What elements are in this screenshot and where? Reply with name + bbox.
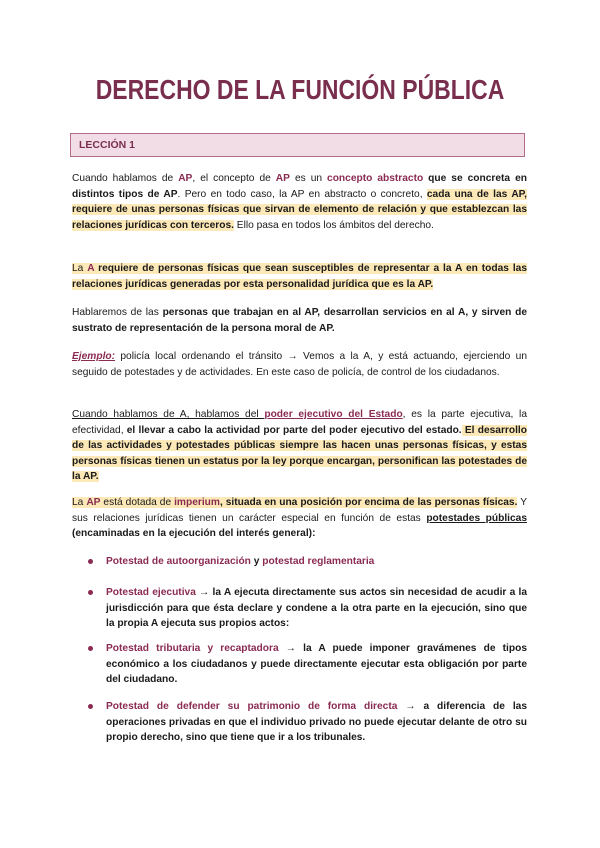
page-title: DERECHO DE LA FUNCIÓN PÚBLICA <box>95 74 505 105</box>
list-item: Potestad ejecutiva → la A ejecuta directamente sus actos sin necesidad de acudir a la jurisdicción para que ésta declare y condene a la otra parte en la ejecución, sino que la propia A ejecuta sus propios actos: <box>90 585 527 632</box>
paragraph-3: Hablaremos de las personas que trabajan en al AP, desarrollan servicios en al A, y sirven de sustrato de representación de la persona moral de AP. <box>72 307 527 334</box>
bullet-icon <box>88 704 93 709</box>
list-item: Potestad de defender su patrimonio de forma directa → a diferencia de las operaciones privadas en que el individuo privado no puede ejecutar delante de otro su propio derecho, sino que tiene que ir a los tribunales. <box>90 699 527 746</box>
list-item: Potestad de autoorganización y potestad reglamentaria <box>90 554 527 570</box>
paragraph-2: La A requiere de personas físicas que sean susceptibles de representar a la A en todas las relaciones jurídicas generadas por esta personalidad jurídica que es la AP. <box>72 263 527 290</box>
bullet-icon <box>88 590 93 595</box>
paragraph-1: Cuando hablamos de AP, el concepto de AP es un concepto abstracto que se concreta en distintos tipos de AP. Pero en todo caso, la AP en abstracto o concreto, cada una de las AP, requiere de unas personas físicas que sirvan de elemento de relación y que establezcan las relaciones jurídicas con terceros. Ello pasa en todos los ámbitos del derecho. <box>72 173 527 231</box>
example-label: Ejemplo: <box>72 351 116 362</box>
lesson-header <box>70 133 525 157</box>
paragraph-6: La AP está dotada de imperium, situada en una posición por encima de las personas físicas. Y sus relaciones jurídicas tienen un carácter especial en función de estas potestades públicas (encaminadas en la ejecución del interés general): <box>72 497 527 539</box>
paragraph-5: Cuando hablamos de A, hablamos del poder ejecutivo del Estado, es la parte ejecutiva, la efectividad, el llevar a cabo la actividad por parte del poder ejecutivo del estado. El desarrollo de las actividades y potestades públicas siempre las hacen unas personas físicas, y estas personas físicas tienen un estatus por la ley porque encargan, personifican las potestades de la AP. <box>72 409 527 482</box>
paragraph-example: Ejemplo: policía local ordenando el tránsito → Vemos a la A, y está actuando, ejerciendo un seguido de potestades y de actividades. En este caso de policía, de control de los ciudadanos. <box>72 351 527 378</box>
bullet-icon <box>88 646 93 651</box>
bullet-icon <box>88 559 93 564</box>
list-item: Potestad tributaria y recaptadora → la A puede imponer gravámenes de tipos económico a los ciudadanos y puede directamente ejecutar esta obligación por parte del ciudadano. <box>90 641 527 688</box>
lesson-label: LECCIÓN 1 <box>79 139 136 151</box>
